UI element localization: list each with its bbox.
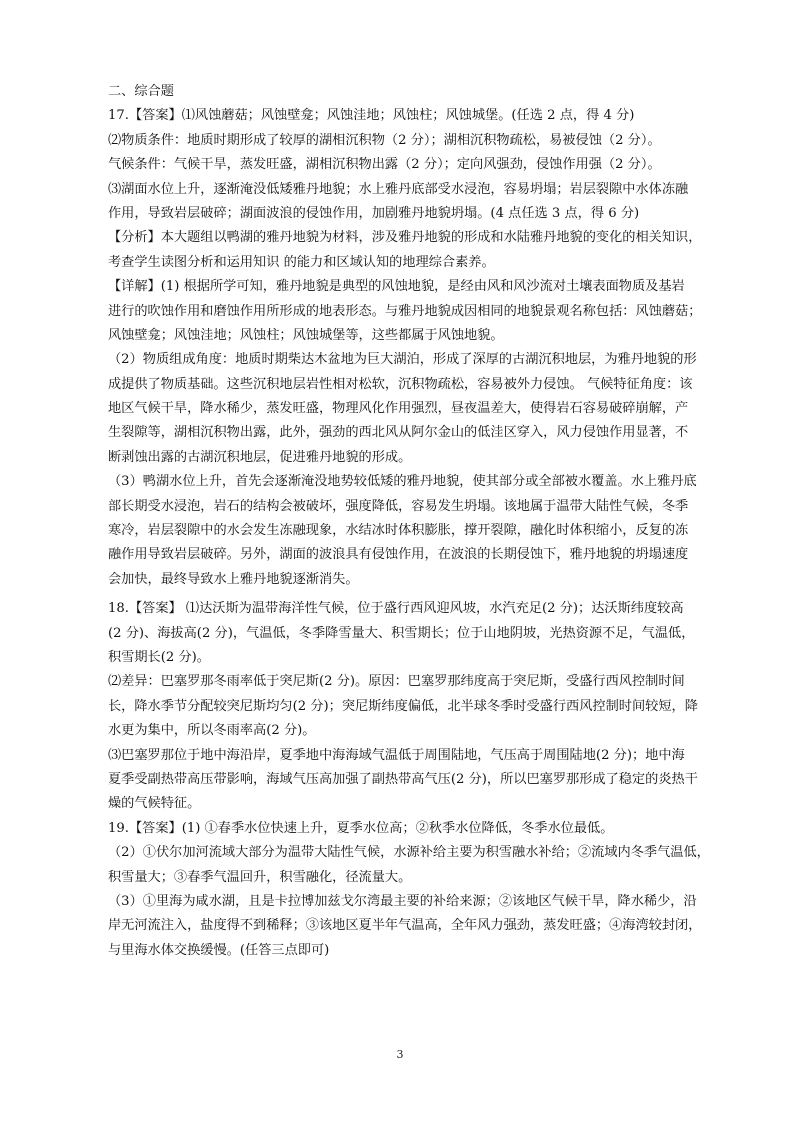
question-19 — [108, 817, 720, 963]
q17-answer-line: 作用，导致岩层破碎；湖面波浪的侵蚀作用，加剧雅丹地貌坍塌。(4 点任选 3 点，得 6 分) — [108, 205, 640, 221]
q18-answer-line: 积雪期长(2 分)。 — [108, 649, 210, 665]
q19-answer-line: 岸无河流注入，盐度得不到稀释；③该地区夏半年气温高，全年风力强劲，蒸发旺盛；④海湾较封闭， — [108, 918, 702, 934]
q18-answer-line: 水更为集中，所以冬雨率高(2 分)。 — [108, 723, 316, 739]
q17-answer-line: 17.【答案】⑴风蚀蘑菇；风蚀壁龛；风蚀洼地；风蚀柱；风蚀城堡。(任选 2 点，得 4 分) — [108, 108, 635, 124]
q17-detail-line: 生裂隙等，湖相沉积物出露，此外，强劲的西北风从阿尔金山的低洼区穿入，风力侵蚀作用显著，不 — [108, 425, 689, 441]
q18-answer-line: 18.【答案】 ⑴达沃斯为温带海洋性气候，位于盛行西风迎风坡，水汽充足(2 分)；达沃斯纬度较高 — [108, 601, 684, 617]
q17-detail-line: （2）物质组成角度：地质时期柴达木盆地为巨大湖泊，形成了深厚的古湖沉积地层，为雅丹地貌的形 — [108, 352, 697, 368]
page-number: 3 — [396, 1048, 404, 1061]
section-title: 二、综合题 — [108, 84, 174, 99]
q17-detail-line: 地区气候干旱，降水稀少，蒸发旺盛，物理风化作用强烈，昼夜温差大，使得岩石容易破碎崩解，产 — [108, 401, 689, 417]
q18-answer-line: 长，降水季节分配较突尼斯均匀(2 分)；突尼斯纬度偏低，北半球冬季时受盛行西风控制时间较短，降 — [108, 698, 698, 714]
q18-answer-line: ⑵差异：巴塞罗那冬雨率低于突尼斯(2 分)。原因：巴塞罗那纬度高于突尼斯，受盛行西风控制时间 — [108, 674, 685, 690]
document-body — [108, 80, 720, 963]
q19-answer-line: 19.【答案】(1) ①春季水位快速上升，夏季水位高；②秋季水位降低，冬季水位最低。 — [108, 820, 614, 836]
q18-answer-line: ⑶巴塞罗那位于地中海沿岸，夏季地中海海域气温低于周围陆地，气压高于周围陆地(2 分)；地中海 — [108, 747, 685, 763]
q17-detail-line: 【详解】(1) 根据所学可知，雅丹地貌是典型的风蚀地貌，是经由风和风沙流对土壤表面物质及基岩 — [108, 279, 685, 295]
q18-answer-line: 燥的气候特征。 — [108, 796, 201, 812]
q17-detail-line: 断剥蚀出露的古湖沉积地层，促进雅丹地貌的形成。 — [108, 449, 412, 465]
q19-answer-line: 与里海水体交换缓慢。(任答三点即可) — [108, 942, 330, 958]
q19-answer-line: （3）①里海为咸水湖，且是卡拉博加兹戈尔湾最主要的补给来源；②该地区气候干旱，降水稀少，沿 — [108, 893, 697, 909]
q17-detail-line: 部长期受水浸泡，岩石的结构会被破坏，强度降低，容易发生坍塌。该地属于温带大陆性气候，冬季 — [108, 498, 689, 514]
q18-answer-line: 夏季受副热带高压带影响，海域气压高加强了副热带高气压(2 分)，所以巴塞罗那形成了稳定的炎热干 — [108, 771, 698, 787]
q17-answer-line: ⑵物质条件：地质时期形成了较厚的湖相沉积物（2 分）；湖相沉积物疏松，易被侵蚀（2 分）。 — [108, 132, 661, 148]
q17-answer-line: 气候条件：气候干旱，蒸发旺盛，湖相沉积物出露（2 分）；定向风强劲，侵蚀作用强（2 分）。 — [108, 157, 661, 173]
q17-detail-line: 融作用导致岩层破碎。另外，湖面的波浪具有侵蚀作用，在波浪的长期侵蚀下，雅丹地貌的坍塌速度 — [108, 547, 689, 563]
q17-detail-line: 成提供了物质基础。这些沉积地层岩性相对松软，沉积物疏松，容易被外力侵蚀。 气候特征角度：该 — [108, 376, 693, 392]
q17-detail-line: 风蚀壁龛；风蚀洼地；风蚀柱；风蚀城堡等，这些都属于风蚀地貌。 — [108, 327, 504, 343]
question-18 — [108, 597, 720, 817]
q19-answer-line: 积雪量大；③春季气温回升，积雪融化，径流量大。 — [108, 869, 412, 885]
q17-answer-line: ⑶湖面水位上升，逐渐淹没低矮雅丹地貌；水上雅丹底部受水浸泡，容易坍塌；岩层裂隙中水体冻融 — [108, 181, 689, 197]
q17-detail-line: 寒冷，岩层裂隙中的水会发生冻融现象，水结冰时体积膨胀，撑开裂隙，融化时体积缩小，反复的冻 — [108, 523, 689, 539]
q17-detail-line: 进行的吹蚀作用和磨蚀作用所形成的地表形态。与雅丹地貌成因相同的地貌景观名称包括：风蚀蘑菇； — [108, 303, 702, 319]
q17-analysis-line: 【分析】本大题组以鸭湖的雅丹地貌为材料，涉及雅丹地貌的形成和水陆雅丹地貌的变化的相关知识， — [108, 230, 702, 246]
q17-detail-line: （3）鸭湖水位上升，首先会逐渐淹没地势较低矮的雅丹地貌，使其部分或全部被水覆盖。水上雅丹底 — [108, 474, 697, 490]
q18-answer-line: (2 分)、海拔高(2 分)，气温低，冬季降雪量大、积雪期长；位于山地阴坡，光热资源不足，气温低， — [108, 625, 695, 641]
q17-detail-line: 会加快，最终导致水上雅丹地貌逐渐消失。 — [108, 571, 359, 587]
q19-answer-line: （2）①伏尔加河流域大部分为温带大陆性气候，水源补给主要为积雪融水补给；②流域内冬季气温低， — [108, 845, 710, 861]
question-17 — [108, 104, 720, 592]
q17-analysis-line: 考查学生读图分析和运用知识 的能力和区域认知的地理综合素养。 — [108, 254, 495, 270]
